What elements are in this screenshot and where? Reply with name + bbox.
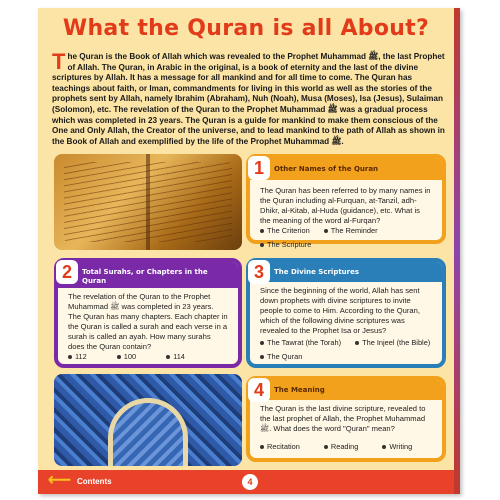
answer-options xyxy=(260,442,434,452)
page-title: What the Quran is all About? xyxy=(62,16,430,41)
quran-book-photo xyxy=(54,154,242,250)
bullet-icon xyxy=(260,229,264,233)
question-box-1 xyxy=(246,154,446,249)
contents-label: Contents xyxy=(76,476,112,486)
question-box-2 xyxy=(54,258,242,368)
question-box-3 xyxy=(246,258,446,368)
box-number: 1 xyxy=(248,156,270,180)
box-text: The Quran has been referred to by many names in the Quran including al-Furquan, at-Tanzil, adh-Dhikr, al-Kitab, al-Huda (guidance), etc. What is the meaning of the word al-Furqan? xyxy=(260,186,431,225)
mosque-dome-photo xyxy=(54,374,242,466)
answer-option[interactable]: The Scripture xyxy=(260,240,311,250)
answer-options xyxy=(68,352,230,362)
page-edge-strip xyxy=(454,8,460,494)
box-number: 3 xyxy=(248,260,270,284)
box-heading: The Meaning xyxy=(274,386,325,394)
box-number: 4 xyxy=(248,378,270,402)
bullet-icon xyxy=(324,445,328,449)
answer-option[interactable]: The Reminder xyxy=(324,226,378,236)
box-heading: Total Surahs, or Chapters in the Quran xyxy=(82,268,208,285)
intro-paragraph xyxy=(52,49,450,147)
answer-option[interactable]: 100 xyxy=(117,352,136,362)
bullet-icon xyxy=(117,355,121,359)
intro-text: he Quran is the Book of Allah which was revealed to the Prophet Muhammad ﷺ, the last Prophet of Allah. The Quran, in Arabic in the original, is a book of eternity and the last of the divine scriptures by Allah. It has a message for all mankind and for all time to come. The Quran has teachings about faith, or Iman, commandments for living in this world as well as the stories of the prophets sent by Allah, namely Ibrahim (Abraham), Nuh (Noah), Musa (Moses), Isa (Jesus), Sulaiman (Solomon), etc. The revelation of the Quran to the Prophet Muhammad ﷺ was a gradual process which was completed in 23 years. The Quran is a guide for mankind to make them conscious of the One and Only Allah, the Creator of the universe, and to lead mankind to the path of Allah as shown in the Book of Allah and exemplified by the life of the Prophet Muhammad ﷺ. xyxy=(52,52,445,146)
bullet-icon xyxy=(166,355,170,359)
question-box-4 xyxy=(246,376,446,462)
arrow-left-icon: ⟵ xyxy=(48,472,71,489)
answer-option[interactable]: Writing xyxy=(382,442,412,452)
answer-option[interactable]: The Criterion xyxy=(260,226,310,236)
answer-option[interactable]: The Tawrat (the Torah) xyxy=(260,338,341,348)
dome-arch xyxy=(108,398,188,466)
answer-option[interactable]: Recitation xyxy=(260,442,300,452)
contents-link[interactable] xyxy=(48,474,112,488)
bullet-icon xyxy=(260,243,264,247)
box-text: The revelation of the Quran to the Prophet Muhammad ﷺ was completed in 23 years. The Quran has many chapters. Each chapter in the Quran is called a surah and each verse in a surah is called an ayah. How many surahs does the Quran contain? xyxy=(68,292,228,351)
box-text: The Quran is the last divine scripture, revealed to the last prophet of Allah, the Prophet Muhammad ﷺ. What does the word "Quran" mean? xyxy=(260,404,426,433)
answer-option[interactable]: The Injeel (the Bible) xyxy=(355,338,430,348)
bullet-icon xyxy=(324,229,328,233)
answer-option[interactable]: Reading xyxy=(324,442,359,452)
page-footer xyxy=(38,470,454,494)
answer-option[interactable]: 112 xyxy=(68,352,87,362)
box-heading: Other Names of the Quran xyxy=(274,165,379,173)
bullet-icon xyxy=(382,445,386,449)
bullet-icon xyxy=(260,355,264,359)
drop-cap: T xyxy=(52,49,66,74)
page-number: 4 xyxy=(242,474,258,490)
bullet-icon xyxy=(355,341,359,345)
answer-options xyxy=(260,338,434,362)
book-page xyxy=(38,8,460,494)
answer-option[interactable]: The Quran xyxy=(260,352,302,362)
book-spine xyxy=(146,154,150,250)
box-number: 2 xyxy=(56,260,78,284)
bullet-icon xyxy=(260,341,264,345)
answer-option[interactable]: 114 xyxy=(166,352,185,362)
box-text: Since the beginning of the world, Allah has sent down prophets with divine scriptures to invite people to come to Him. According to the Quran, which of the following divine scriptures was revealed to the Prophet Isa or Jesus? xyxy=(260,286,420,335)
bullet-icon xyxy=(260,445,264,449)
box-heading: The Divine Scriptures xyxy=(274,268,360,276)
answer-options xyxy=(260,226,434,250)
bullet-icon xyxy=(68,355,72,359)
